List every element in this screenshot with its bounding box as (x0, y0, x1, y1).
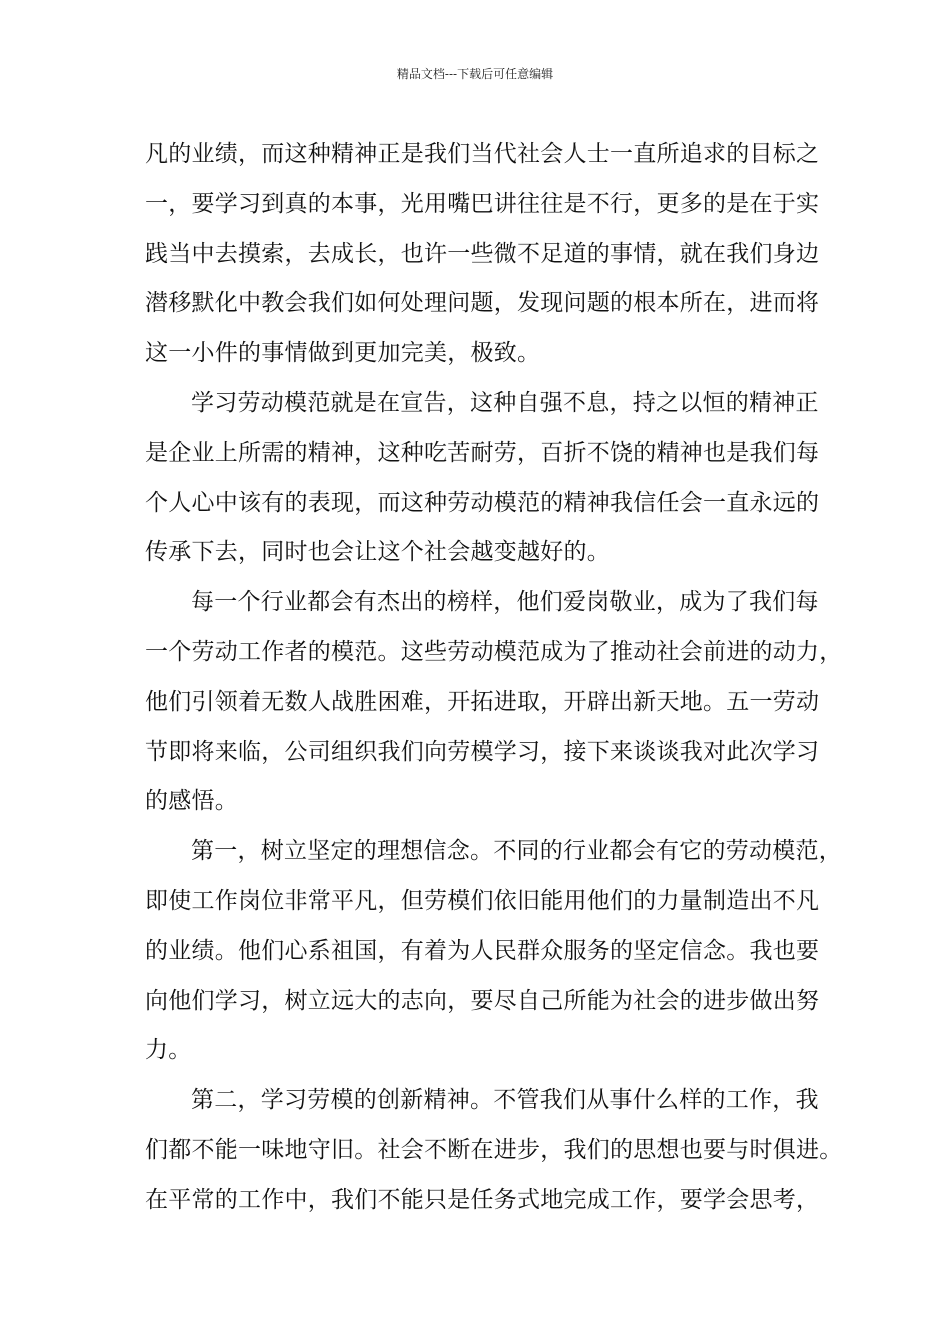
text-line: 是企业上所需的精神，这种吃苦耐劳，百折不饶的精神也是我们每 (145, 439, 820, 466)
text-line: 节即将来临，公司组织我们向劳模学习，接下来谈谈我对此次学习 (145, 738, 820, 765)
text-line: 力。 (145, 1037, 192, 1064)
text-line: 的业绩。他们心系祖国，有着为人民群众服务的坚定信念。我也要 (145, 937, 820, 964)
text-line: 凡的业绩，而这种精神正是我们当代社会人士一直所追求的目标之 (145, 141, 820, 167)
text-line: 的感悟。 (145, 788, 238, 815)
paragraph-first-line: 每一个行业都会有杰出的榜样，他们爱岗敬业，成为了我们每 (191, 589, 819, 616)
text-line: 们都不能一味地守旧。社会不断在进步，我们的思想也要与时俱进。 (145, 1136, 843, 1163)
paragraph-first-line: 第二，学习劳模的创新精神。不管我们从事什么样的工作，我 (191, 1087, 819, 1114)
text-line: 这一小件的事情做到更加完美，极致。 (145, 340, 541, 367)
text-line: 践当中去摸索，去成长，也许一些微不足道的事情，就在我们身边 (145, 240, 820, 267)
text-line: 一个劳动工作者的模范。这些劳动模范成为了推动社会前进的动力， (145, 638, 843, 665)
text-line: 向他们学习，树立远大的志向，要尽自己所能为社会的进步做出努 (145, 987, 820, 1014)
text-line: 传承下去，同时也会让这个社会越变越好的。 (145, 539, 610, 566)
text-line: 他们引领着无数人战胜困难，开拓进取，开辟出新天地。五一劳动 (145, 688, 820, 715)
paragraph-first-line: 第一，树立坚定的理想信念。不同的行业都会有它的劳动模范， (191, 838, 842, 865)
page-header: 精品文档---下载后可任意编辑 (396, 67, 554, 81)
document-body (145, 130, 843, 1226)
text-line: 潜移默化中教会我们如何处理问题，发现问题的根本所在，进而将 (145, 290, 820, 317)
text-line: 在平常的工作中，我们不能只是任务式地完成工作，要学会思考， (145, 1186, 820, 1213)
text-line: 个人心中该有的表现，而这种劳动模范的精神我信任会一直永远的 (145, 489, 820, 516)
text-line: 一，要学习到真的本事，光用嘴巴讲往往是不行，更多的是在于实 (145, 190, 820, 217)
text-line: 即使工作岗位非常平凡，但劳模们依旧能用他们的力量制造出不凡 (145, 887, 820, 914)
paragraph-first-line: 学习劳动模范就是在宣告，这种自强不息，持之以恒的精神正 (191, 389, 819, 416)
